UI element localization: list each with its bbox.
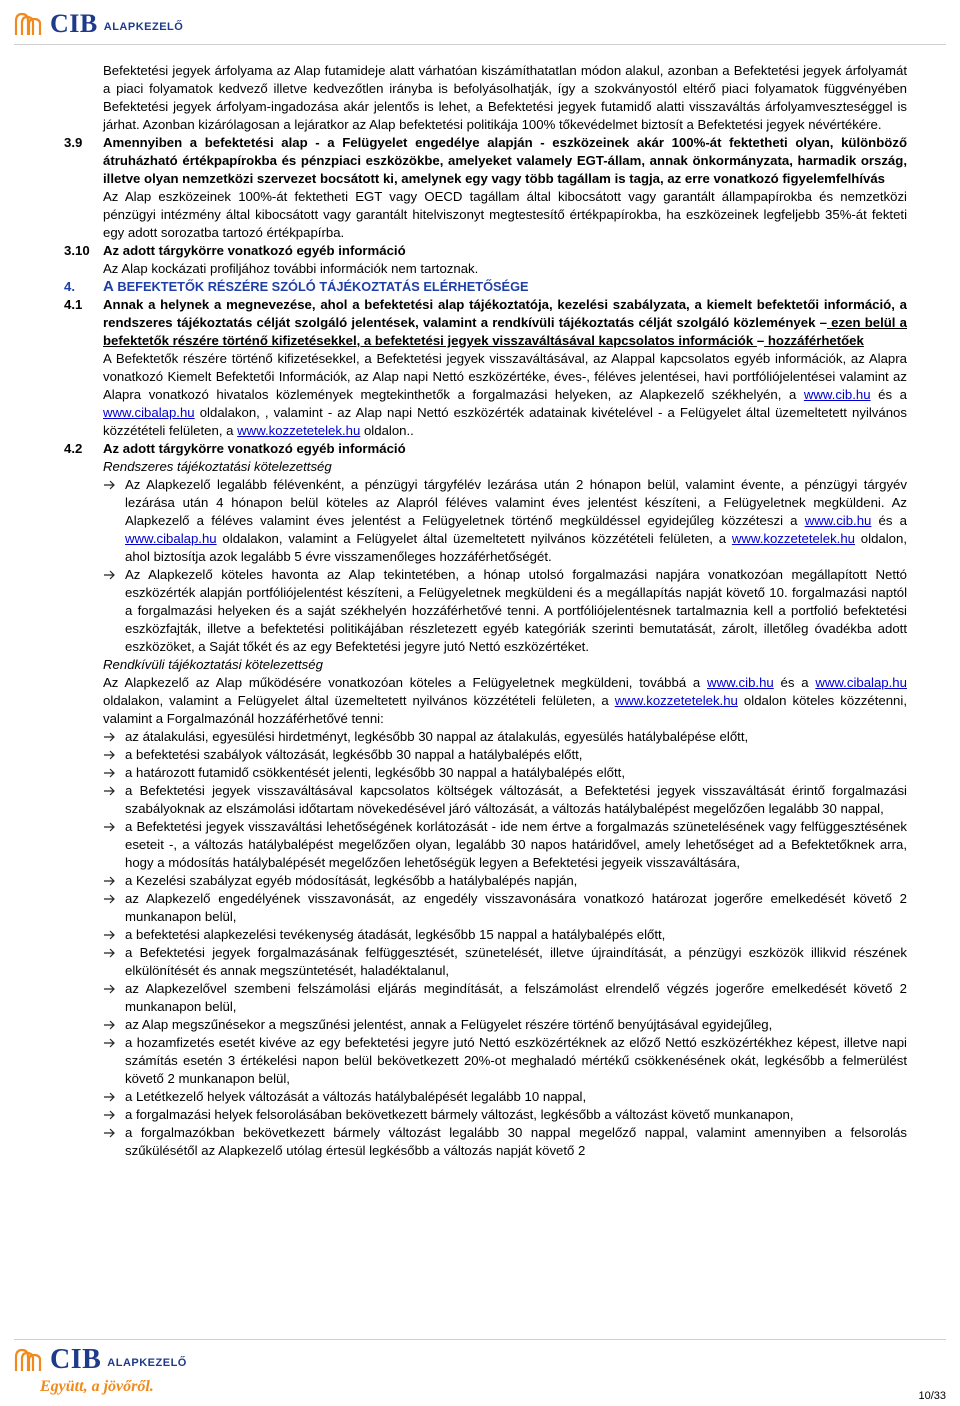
arrow-right-icon: [103, 875, 117, 887]
brand-name: CIB: [50, 9, 98, 38]
chapter-title: [103, 278, 907, 296]
section-3-10-body: Az Alap kockázati profiljához további információk nem tartoznak.: [103, 261, 479, 276]
section-title: Amennyiben a befektetési alap - a Felügyelet engedélye alapján - eszközeinek akár 100%-át fektetheti olyan, különböző átruházható értékpapírokba és pénzpiaci eszközökbe, amelyeket valamely EGT-állam, annak önkormányzata, harmadik ország, illetve olyan nemzetközi szervezet bocsátott ki, amelynek egy vagy több tagállam is tagja, az erre vonatkozó figyelemfelhívás: [103, 135, 907, 186]
document-body: [64, 62, 907, 1160]
list-item: [103, 1124, 907, 1160]
link-kozzetetelek[interactable]: www.kozzetetelek.hu: [614, 693, 738, 708]
list-item-text: a Letétkezelő helyek változását a változás hatálybalépését legalább 10 nappal,: [125, 1089, 587, 1104]
regular-info-subheading: Rendszeres tájékoztatási kötelezettség: [103, 459, 332, 474]
list-item: [103, 980, 907, 1016]
section-4-1-body: [64, 350, 907, 440]
list-item: [103, 926, 907, 944]
text: oldalakon, valamint a Felügyelet által üzemeltetett nyilvános közzétételi felületen, a: [103, 693, 615, 708]
extraordinary-info-intro: [64, 674, 907, 728]
chapter-title-initial: A: [103, 278, 114, 295]
text: Az Alapkezelő legalább félévenként, a pénzügyi tárgyfélév lezárása után 2 hónapon belül, valamint évente, a pénzügyi tárgyév lezárása után 4 hónapon belül köteles az Alapról féléves valamint éves jelentést készíteni, a Felügyeletnek megküldeni. Az Alapkezelő a féléves valamint éves jelentést a Felügyeletnek történő megküldéssel egyidejűleg közzéteszi a: [125, 477, 907, 528]
cib-logo-mark-icon: [14, 11, 44, 37]
list-item: [103, 566, 907, 656]
arrow-right-icon: [103, 983, 117, 995]
arrow-right-icon: [103, 821, 117, 833]
link-cibalap[interactable]: www.cibalap.hu: [815, 675, 907, 690]
arrow-right-icon: [103, 1091, 117, 1103]
section-title: [103, 296, 907, 350]
section-3-10: [64, 242, 907, 260]
list-item-text: a határozott futamidő csökkentését jelenti, legkésőbb 30 nappal a hatálybalépés előtt,: [125, 765, 625, 780]
list-item: [103, 872, 907, 890]
chapter-title-rest: BEFEKTETŐK RÉSZÉRE SZÓLÓ TÁJÉKOZTATÁS ELÉRHETŐSÉGE: [113, 279, 529, 294]
section-number: 4.2: [64, 441, 83, 456]
list-item: [103, 728, 907, 746]
risk-paragraph: Befektetési jegyek árfolyama az Alap futamideje alatt várhatóan kiszámíthatatlan módon alakul, azonban a Befektetési jegyek árfolyamát a piaci folyamatok kedvező illetve kedvezőtlen irányba is befolyásolhatják, így a szokványostól eltérő piaci folyamatok függvényében Befektetési jegyek árfolyam-ingadozása akár jelentős is lehet, a Befektetési jegyek futamidő alatti visszaváltás árfolyamveszteséggel is járhat. Azonban kizárólagosan a lejáratkor az Alap befektetési politikája 100% tőkevédelmet biztosít a Befektetési jegyek névértékére.: [103, 63, 907, 132]
header-logo: [14, 8, 183, 40]
list-item: [103, 1034, 907, 1088]
link-cib[interactable]: www.cib.hu: [707, 675, 774, 690]
text: oldalon köteles közzétenni, valamint a Forgalmazónál hozzáférhetővé tenni:: [103, 693, 907, 726]
section-title: Az adott tárgykörre vonatkozó egyéb információ: [103, 243, 406, 258]
arrow-right-icon: [103, 479, 117, 491]
list-item-text: a befektetési alapkezelési tevékenység átadását, legkésőbb 15 nappal a hatálybalépés előtt,: [125, 927, 666, 942]
footer-logo: [14, 1344, 187, 1396]
arrow-right-icon: [103, 1019, 117, 1031]
list-item: [103, 764, 907, 782]
arrow-right-icon: [103, 929, 117, 941]
link-kozzetetelek[interactable]: www.kozzetetelek.hu: [237, 423, 361, 438]
list-item: [103, 1016, 907, 1034]
brand-subtitle: ALAPKEZELŐ: [103, 21, 184, 33]
arrow-right-icon: [103, 947, 117, 959]
cib-logo-mark-icon: [14, 1347, 44, 1373]
list-item-text: az Alapkezelővel szembeni felszámolási eljárás megindítását, a felszámolást elrendelő végzés jogerőre emelkedését követő 2 munkanapon belül,: [125, 981, 907, 1014]
list-item-text: a hozamfizetés esetét kivéve az egy befektetési jegyre jutó Nettó eszközértéknek az előző Nettó eszközértékhez képest, illetve napi számítás esetén 3 értékelési napon belül bekövetkezett 20%-ot meghaladó mértékű csökkenésének okát, legkésőbb a felmerülést követő 2 munkanapon belül,: [125, 1035, 907, 1086]
list-item-text: az Alapkezelő engedélyének visszavonását, az engedély visszavonására vonatkozó határozat jogerőre emelkedését követő 2 munkanapon belül,: [125, 891, 907, 924]
section-number: 4.1: [64, 297, 83, 312]
title-part-underlined: ezen belül a befektetők részére történő kifizetésekkel, a befektetési jegyek visszaváltásával kapcsolatos információk: [103, 315, 908, 348]
arrow-right-icon: [103, 1127, 117, 1139]
text: és a: [871, 513, 907, 528]
brand-name: CIB: [50, 1344, 102, 1375]
text: oldalon..: [360, 423, 414, 438]
page-number: 10/33: [918, 1390, 946, 1402]
list-item-text: a forgalmazási helyek felsorolásában bekövetkezett bármely változást, legkésőbb a változást követő munkanapon,: [125, 1107, 794, 1122]
list-item-text: a Befektetési jegyek forgalmazásának felfüggesztését, szünetelését, illetve újraindítását, a pénzügyi eszközök illikvid részének elkülönítését és annak megszüntetését, haladéktalanul,: [125, 945, 907, 978]
list-item: [103, 818, 907, 872]
list-item-text: az Alap megszűnésekor a megszűnési jelentést, annak a Felügyelet részére történő benyújtásával egyidejűleg,: [125, 1017, 773, 1032]
link-cib[interactable]: www.cib.hu: [803, 387, 871, 402]
text: oldalakon, , valamint - az Alap napi Nettó eszközérték adatainak kivételével - a Felügyelet által üzemeltetett nyilvános közzétételi felületen, a: [103, 405, 907, 438]
list-item-text: a forgalmazókban bekövetkezett bármely változást legalább 30 nappal megelőző nappal, valamint amennyiben a felsorolás szűkülésétől az Alapkezelő utólag értesül legkésőbb a változás napját követő 2: [125, 1125, 907, 1158]
chapter-4-heading: [64, 278, 907, 296]
list-item: [103, 1088, 907, 1106]
arrow-right-icon: [103, 785, 117, 797]
link-cibalap[interactable]: www.cibalap.hu: [103, 405, 195, 420]
regular-info-list: [64, 476, 907, 656]
brand-subtitle: ALAPKEZELŐ: [107, 1357, 187, 1369]
arrow-right-icon: [103, 569, 117, 581]
text: oldalakon, valamint a Felügyelet által üzemeltetett nyilvános közzétételi felületen, a: [216, 531, 732, 546]
list-item-text: a befektetési szabályok változását, legkésőbb 30 nappal a hatálybalépés előtt,: [125, 747, 583, 762]
text: oldalon, ahol biztosítja azok legalább 5 évre visszamenőleges hozzáférhetőségét.: [125, 531, 907, 564]
list-item: [103, 890, 907, 926]
section-title: Az adott tárgykörre vonatkozó egyéb információ: [103, 441, 406, 456]
extraordinary-info-list: [64, 728, 907, 1160]
text: A Befektetők részére történő kifizetésekkel, a Befektetési jegyek visszaváltásával, az Alappal kapcsolatos egyéb információk, az Alapra vonatkozó Kiemelt Befektetői Információk, az Alap napi Nettó eszközértéke, éves-, féléves jelentései, havi portfóliójelentései valamint az Alapra vonatkozó hivatalos közlemények megtekinthetők a forgalmazási helyeken, az Alapkezelő székhelyén, a: [103, 351, 907, 402]
title-dash: –: [819, 315, 827, 330]
link-cib[interactable]: www.cib.hu: [804, 513, 872, 528]
section-number: 3.10: [64, 243, 90, 258]
title-part-underlined: hozzáférhetőek: [764, 333, 864, 348]
text: és a: [773, 675, 816, 690]
list-item: [103, 746, 907, 764]
arrow-right-icon: [103, 1037, 117, 1049]
title-dash: –: [756, 333, 765, 348]
link-kozzetetelek[interactable]: www.kozzetetelek.hu: [731, 531, 856, 546]
section-3-9-body: Az Alap eszközeinek 100%-át fektetheti EGT vagy OECD tagállam által kibocsátott vagy garantált állampapírokba és nemzetközi pénzügyi intézmény által kibocsátott vagy garantált hitelviszonyt megtestesítő értékpapírokba, ha eszközeinek legfeljebb 35%-át fekteti egy adott sorozatba tartozó értékpapírba.: [103, 189, 907, 240]
link-cibalap[interactable]: www.cibalap.hu: [125, 531, 217, 546]
chapter-number: 4.: [64, 279, 75, 294]
list-item-text: a Befektetési jegyek visszaváltási lehetőségének korlátozását - ide nem értve a forgalmazás szünetelésének vagy felfüggesztésének eseteit -, a változás hatálybalépést megelőzően olyan, legalább 30 napos határidővel, amely lehetőséget ad a Befektetőknek arra, hogy a módosítás hatálybalépését megelőzően lehetőségük legyen a Befektetési jegyeik visszaváltására,: [125, 819, 907, 870]
arrow-right-icon: [103, 1109, 117, 1121]
arrow-right-icon: [103, 767, 117, 779]
text: és a: [870, 387, 907, 402]
list-item-text: az átalakulási, egyesülési hirdetményt, legkésőbb 30 nappal az átalakulás, egyesülés hatálybalépése előtt,: [125, 729, 749, 744]
title-part: Annak a helynek a megnevezése, ahol a befektetési alap tájékoztatója, kezelési szabályzata, a kiemelt befektetői információ, a rendszeres tájékoztatás célját szolgáló jelentések, valamint a rendkívüli tájékoztatás célját szolgáló közlemények: [103, 297, 907, 330]
list-item: [103, 782, 907, 818]
brand-slogan: Együtt, a jövőről.: [40, 1378, 154, 1395]
section-4-2: [64, 440, 907, 458]
header-divider: [14, 44, 946, 45]
section-4-1: [64, 296, 907, 350]
list-item-text: a Befektetési jegyek visszaváltásával kapcsolatos költségek változását, a Befektetési jegyek visszaváltását érintő forgalmazási szabályoknak az elszámolási időtartam növekedésével járó változását, a változás hatálybalépést megelőzően legalább 30 nappal,: [125, 783, 907, 816]
list-item: [103, 944, 907, 980]
section-3-9: [64, 134, 907, 188]
list-item: [103, 476, 907, 566]
list-item-text: a Kezelési szabályzat egyéb módosítását, legkésőbb a hatálybalépés napján,: [125, 873, 578, 888]
footer-divider: [14, 1339, 946, 1340]
text: Az Alapkezelő az Alap működésére vonatkozóan köteles a Felügyeletnek megküldeni, továbbá a: [103, 675, 708, 690]
extraordinary-info-subheading: Rendkívüli tájékoztatási kötelezettség: [103, 657, 323, 672]
section-number: 3.9: [64, 135, 83, 150]
arrow-right-icon: [103, 749, 117, 761]
arrow-right-icon: [103, 893, 117, 905]
arrow-right-icon: [103, 731, 117, 743]
list-item: [103, 1106, 907, 1124]
text: Az Alapkezelő köteles havonta az Alap tekintetében, a hónap utolsó forgalmazási napjára vonatkozóan megállapított Nettó eszközérték alapján portfóliójelentést készíteni, a Felügyeletnek megküldeni és a megállapítás napját követő 10. forgalmazási naptól a forgalmazási helyeken és a saját székhelyén hozzáférhetővé tenni. A portfóliójelentésnek tartalmaznia kell a portfolió befektetési eszközfajták, illetve a befektetési politikájában részletezett egyéb kategóriák szerinti bemutatását, zárolt, illetőleg óvadékba adott eszközöket, a Saját tőkét és az egy Befektetési jegyre jutó Nettó eszközértéket.: [125, 567, 907, 654]
